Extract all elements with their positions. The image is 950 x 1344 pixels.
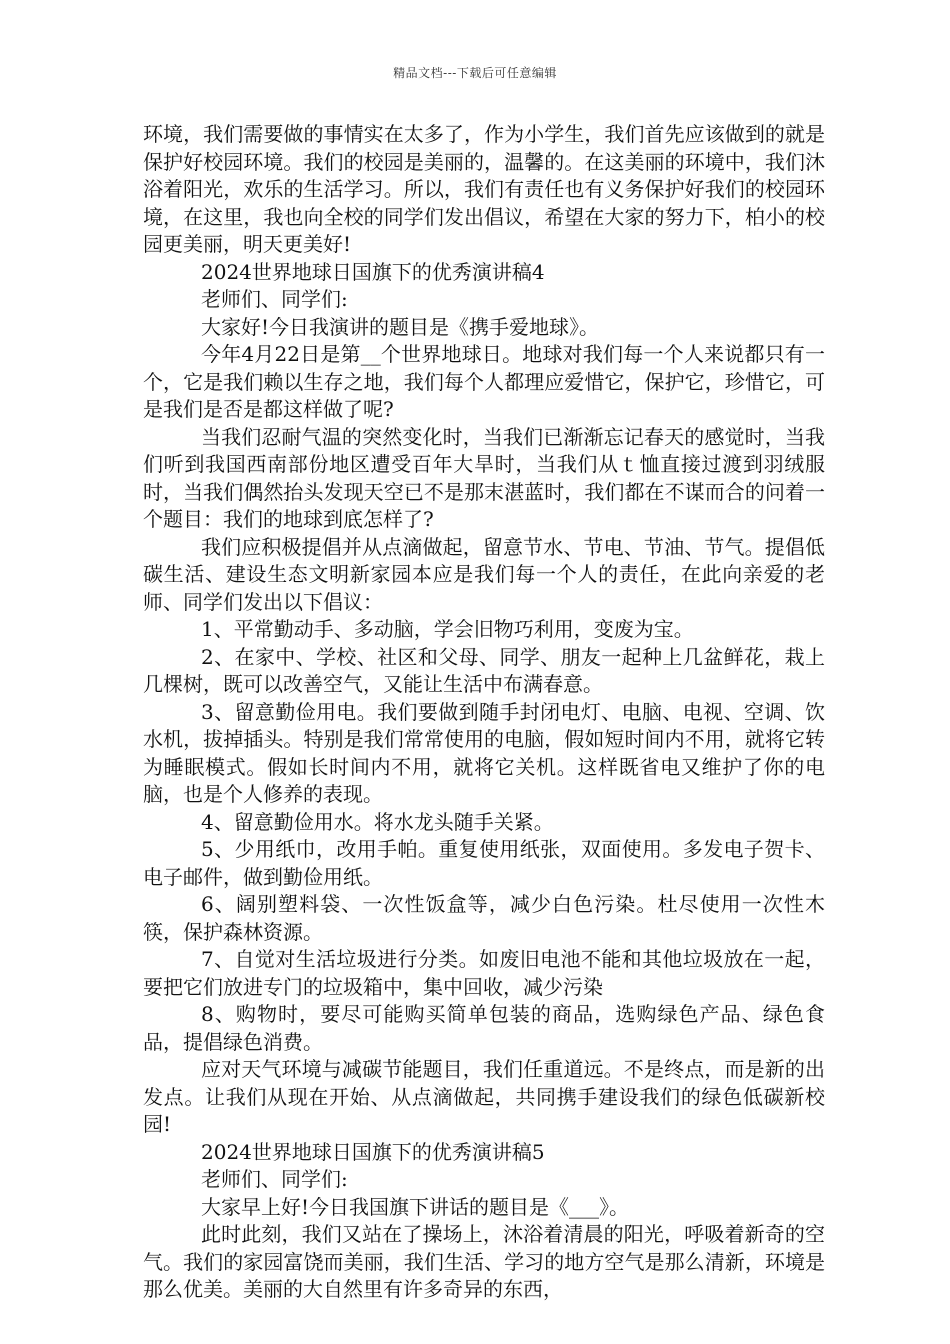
paragraph: 此时此刻，我们又站在了操场上，沐浴着清晨的阳光，呼吸着新奇的空气。我们的家园富饶而美丽，我们生活、学习的地方空气是那么清新，环境是那么优美。美丽的大自然里有许多奇异的东西， — [143, 1222, 825, 1301]
list-item: 5、少用纸巾，改用手帕。重复使用纸张，双面使用。多发电子贺卡、电子邮件，做到勤俭用纸。 — [143, 837, 825, 889]
speech-title: 2024世界地球日国旗下的优秀演讲稿5 — [201, 1139, 545, 1164]
document-body — [143, 121, 825, 1304]
paragraph: 今年4月22日是第__个世界地球日。地球对我们每一个人来说都只有一个，它是我们赖以生存之地，我们每个人都理应爱惜它，保护它，珍惜它，可是我们是否是都这样做了呢? — [143, 342, 825, 421]
paragraph: 当我们忍耐气温的突然变化时，当我们已渐渐忘记春天的感觉时，当我们听到我国西南部份地区遭受百年大旱时，当我们从ｔ恤直接过渡到羽绒服时，当我们偶然抬头发现天空已不是那末湛蓝时，我们都在不谋而合的问着一个题目：我们的地球到底怎样了? — [143, 424, 825, 531]
list-item: 2、在家中、学校、社区和父母、同学、朋友一起种上几盆鲜花，栽上几棵树，既可以改善空气，又能让生活中布满春意。 — [143, 644, 825, 696]
paragraph: 大家早上好!今日我国旗下讲话的题目是《___》。 — [201, 1194, 630, 1219]
paragraph: 应对天气环境与减碳节能题目，我们任重道远。不是终点，而是新的出发点。让我们从现在开始、从点滴做起，共同携手建设我们的绿色低碳新校园! — [143, 1057, 825, 1136]
paragraph: 大家好!今日我演讲的题目是《携手爱地球》。 — [201, 314, 600, 339]
salutation: 老师们、同学们: — [201, 287, 348, 311]
list-item: 7、自觉对生活垃圾进行分类。如废旧电池不能和其他垃圾放在一起，要把它们放进专门的垃圾箱中，集中回收，减少污染 — [143, 947, 825, 999]
speech-title: 2024世界地球日国旗下的优秀演讲稿4 — [201, 259, 545, 284]
list-item: 4、留意勤俭用水。将水龙头随手关紧。 — [201, 809, 554, 834]
paragraph: 环境，我们需要做的事情实在太多了，作为小学生，我们首先应该做到的就是保护好校园环境。我们的校园是美丽的，温馨的。在这美丽的环境中，我们沐浴着阳光，欢乐的生活学习。所以，我们有责任也有义务保护好我们的校园环境，在这里，我也向全校的同学们发出倡议，希望在大家的努力下，柏小的校园更美丽，明天更美好! — [143, 122, 825, 256]
paragraph: 我们应积极提倡并从点滴做起，留意节水、节电、节油、节气。提倡低碳生活、建设生态文明新家园本应是我们每一个人的责任，在此向亲爱的老师、同学们发出以下倡议： — [143, 534, 825, 614]
page-header: 精品文档---下载后可任意编辑 — [393, 66, 557, 80]
list-item: 8、购物时，要尽可能购买简单包装的商品，选购绿色产品、绿色食品，提倡绿色消费。 — [143, 1002, 825, 1054]
list-item: 1、平常勤动手、多动脑，学会旧物巧利用，变废为宝。 — [201, 617, 694, 641]
salutation: 老师们、同学们: — [201, 1167, 348, 1191]
list-item: 6、阔别塑料袋、一次性饭盒等，减少白色污染。杜尽使用一次性木筷，保护森林资源。 — [143, 892, 825, 944]
list-item: 3、留意勤俭用电。我们要做到随手封闭电灯、电脑、电视、空调、饮水机，拔掉插头。特别是我们常常使用的电脑，假如短时间内不用，就将它转为睡眠模式。假如长时间内不用，就将它关机。这样既省电又维护了你的电脑，也是个人修养的表现。 — [143, 699, 825, 806]
